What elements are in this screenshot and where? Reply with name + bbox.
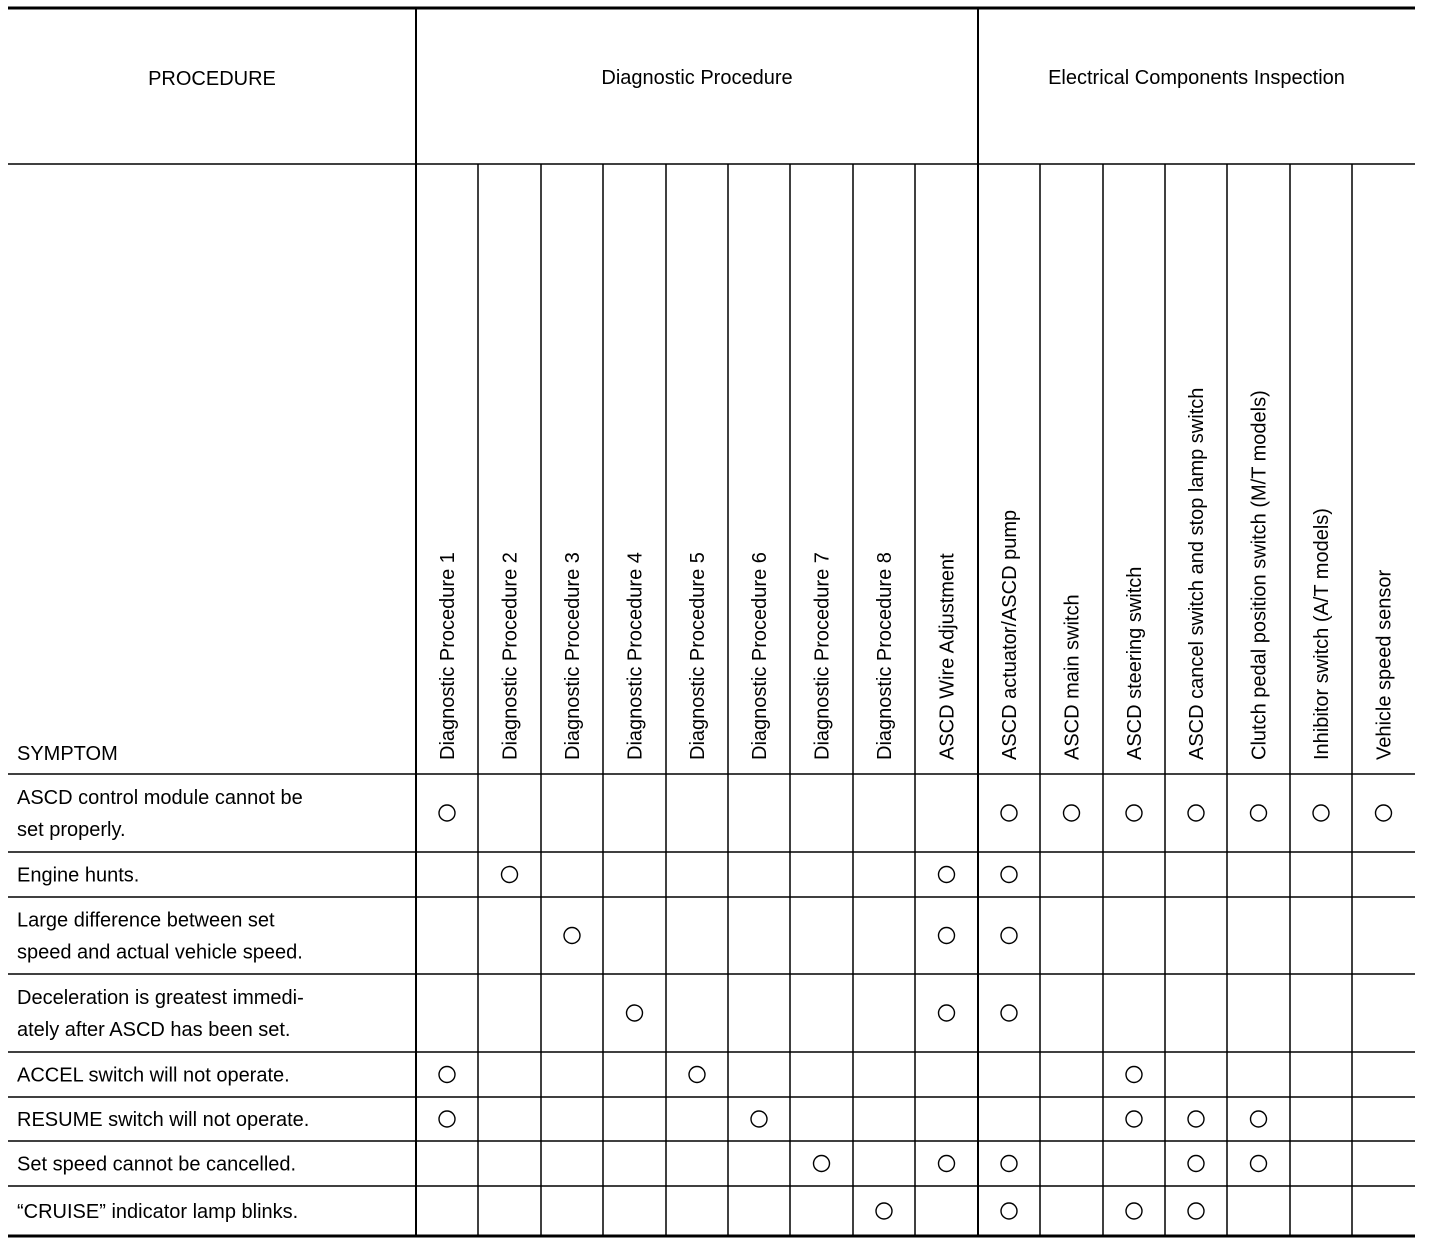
check-mark-circle — [1001, 805, 1017, 821]
symptom-text: speed and actual vehicle speed. — [17, 941, 303, 964]
symptom-text: RESUME switch will not operate. — [17, 1109, 310, 1131]
symptom-text: ately after ASCD has been set. — [17, 1019, 291, 1041]
column-header-label: Diagnostic Procedure 3 — [562, 552, 584, 760]
check-mark-circle — [1188, 805, 1204, 821]
symptom-label: SYMPTOM — [17, 743, 118, 765]
symptom-text: Set speed cannot be cancelled. — [17, 1153, 297, 1176]
column-header-label: Diagnostic Procedure 5 — [687, 552, 709, 760]
procedure-label: PROCEDURE — [148, 68, 276, 90]
column-header-label: Vehicle speed sensor — [1373, 569, 1396, 760]
column-header-label: Diagnostic Procedure 1 — [437, 552, 459, 760]
check-mark-circle — [1001, 1203, 1017, 1219]
symptom-text: set properly. — [17, 819, 126, 841]
check-mark-circle — [439, 1111, 455, 1127]
column-header-label: Diagnostic Procedure 7 — [811, 552, 834, 760]
column-header-label: Diagnostic Procedure 4 — [624, 552, 647, 760]
column-header-label: Clutch pedal position switch (M/T models) — [1248, 390, 1271, 760]
column-header-label: ASCD cancel switch and stop lamp switch — [1186, 387, 1208, 760]
check-mark-circle — [627, 1005, 643, 1021]
check-mark-circle — [1188, 1111, 1204, 1127]
symptom-text: “CRUISE” indicator lamp blinks. — [17, 1201, 299, 1223]
check-mark-circle — [439, 1067, 455, 1083]
check-mark-circle — [1251, 1111, 1267, 1127]
symptom-text: Deceleration is greatest immedi- — [17, 987, 304, 1009]
check-mark-circle — [1251, 1156, 1267, 1172]
column-header-label: Diagnostic Procedure 8 — [874, 552, 896, 760]
column-header-label: ASCD Wire Adjustment — [936, 553, 959, 760]
check-mark-circle — [939, 1005, 955, 1021]
check-mark-circle — [939, 867, 955, 883]
check-mark-circle — [876, 1203, 892, 1219]
check-mark-circle — [814, 1156, 830, 1172]
group-header-label: Diagnostic Procedure — [601, 67, 793, 89]
check-mark-circle — [1126, 805, 1142, 821]
check-mark-circle — [1001, 928, 1017, 944]
column-header-label: Inhibitor switch (A/T models) — [1311, 508, 1333, 760]
column-header-label: ASCD steering switch — [1124, 566, 1146, 760]
check-mark-circle — [1188, 1203, 1204, 1219]
check-mark-circle — [1313, 805, 1329, 821]
check-mark-circle — [1001, 1156, 1017, 1172]
check-mark-circle — [1126, 1111, 1142, 1127]
check-mark-circle — [439, 805, 455, 821]
symptom-text: Engine hunts. — [17, 864, 140, 887]
symptom-text: Large difference between set — [17, 909, 275, 932]
check-mark-circle — [939, 928, 955, 944]
column-header-label: ASCD main switch — [1061, 594, 1084, 760]
column-header-label: Diagnostic Procedure 2 — [499, 552, 522, 760]
column-header-label: Diagnostic Procedure 6 — [749, 552, 771, 760]
check-mark-circle — [1001, 1005, 1017, 1021]
check-mark-circle — [1251, 805, 1267, 821]
column-header-label: ASCD actuator/ASCD pump — [999, 509, 1021, 760]
check-mark-circle — [1376, 805, 1392, 821]
check-mark-circle — [751, 1111, 767, 1127]
check-mark-circle — [1126, 1203, 1142, 1219]
check-mark-circle — [564, 928, 580, 944]
check-mark-circle — [1001, 867, 1017, 883]
check-mark-circle — [1188, 1156, 1204, 1172]
check-mark-circle — [502, 867, 518, 883]
group-header-label: Electrical Components Inspection — [1048, 67, 1345, 89]
symptom-text: ACCEL switch will not operate. — [17, 1064, 290, 1087]
check-mark-circle — [939, 1156, 955, 1172]
check-mark-circle — [1126, 1067, 1142, 1083]
check-mark-circle — [689, 1067, 705, 1083]
check-mark-circle — [1064, 805, 1080, 821]
symptom-text: ASCD control module cannot be — [17, 787, 303, 809]
